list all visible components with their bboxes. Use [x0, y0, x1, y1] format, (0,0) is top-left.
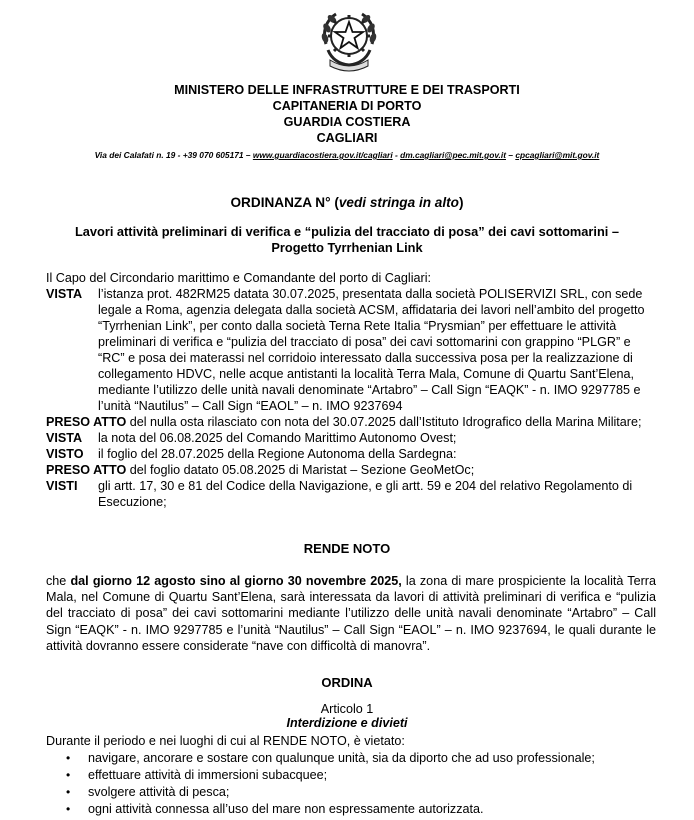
subject-line-1: Lavori attività preliminari di verifica e “pulizia del tracciato di posa” dei cavi sottomarini – [74, 224, 620, 239]
rende-noto-heading: RENDE NOTO [303, 541, 391, 556]
visti-text [98, 478, 656, 510]
preso-atto-text: del foglio datato 05.08.2025 di Maristat – Sezione GeoMetOc; [126, 463, 475, 477]
ordinanza-title [0, 194, 694, 212]
article-intro: Durante il periodo e nei luoghi di cui al RENDE NOTO, è vietato: [46, 734, 405, 748]
vista-block-1 [46, 286, 656, 414]
vista-line: mediante l’utilizzo delle unità navali denominate “Artabro” – Call Sign “EAQK” - n. IMO 9297785 e [98, 383, 641, 397]
vista-line: collegamento HDVC, nelle acque antistanti la località Terra Mala, Comune di Quartu Sant’Elena, [98, 367, 634, 381]
vista-text: la nota del 06.08.2025 del Comando Marittimo Autonomo Ovest; [98, 431, 457, 445]
subject-heading [40, 224, 654, 256]
preso-atto-label: PRESO ATTO [46, 415, 127, 429]
subject-line-2: Progetto Tyrrhenian Link [271, 240, 423, 255]
ministry-name: MINISTERO DELLE INFRASTRUTTURE E DEI TRASPORTI [174, 83, 520, 97]
vista-line: “RC” e posa dei materassi nel corridoio interessato dalla successiva posa per la realizzazione di [98, 351, 633, 365]
corps-name: GUARDIA COSTIERA [283, 115, 411, 129]
vista-block-2 [46, 430, 656, 446]
visti-label: VISTI [46, 479, 78, 493]
vista-line: l’istanza prot. 482RM25 datata 30.07.2025, presentata dalla società POLISERVIZI SRL, con sede [98, 287, 643, 301]
rende-noto-text: la zona di mare prospiciente la località Terra Mala, nel Comune di Quartu Sant’Elena, sarà interessata da lavori di attività preliminari di verifica e “pulizia del tracciato di posa” dei cavi sottomarini mediante l’utilizzo delle unità navali denominate “Artabro” – Call Sign “EAQK” - n. IMO 9297785 e l’unità “Nautilus” – Call Sign “EAOL” – n. IMO 9237694, le quali durante le attività dovranno essere considerate “nave con difficoltà di manovra”. [46, 574, 656, 653]
city-name: CAGLIARI [316, 131, 378, 145]
preso-atto-line-1 [46, 414, 656, 430]
preso-atto-text: del nulla osta rilasciato con nota del 30.07.2025 dall’Istituto Idrografico della Marina Militare; [126, 415, 642, 429]
prohibitions-list [62, 750, 595, 818]
preso-atto-line-2 [46, 462, 656, 478]
vista-line: l’unità “Nautilus” – Call Sign “EAOL” – n. IMO 9237694 [98, 399, 403, 413]
visti-line: Esecuzione; [98, 495, 167, 509]
preso-atto-label: PRESO ATTO [46, 463, 127, 477]
vista-text [98, 286, 656, 414]
website-link[interactable]: www.guardiacostiera.gov.it/cagliari [252, 150, 393, 160]
vista-line: “Tyrrhenian Link”, per conto dalla società Terna Rete Italia “Prysmian” per effettuare le attività [98, 319, 617, 333]
address-text: Via dei Calafati n. 19 - +39 070 605171 – [94, 150, 253, 160]
vista-label: VISTA [46, 431, 83, 445]
contact-line [0, 149, 694, 161]
rende-noto-intro: che [46, 574, 71, 588]
visto-label: VISTO [46, 447, 84, 461]
list-item: • effettuare attività di immersioni subacquee; [62, 767, 595, 784]
ordina-heading: ORDINA [321, 675, 373, 690]
premises-section [46, 270, 656, 510]
list-item: • svolgere attività di pesca; [62, 784, 595, 801]
visti-line: gli artt. 17, 30 e 81 del Codice della Navigazione, e gli artt. 59 e 204 del relativo Regolamento di [98, 479, 633, 493]
ordinanza-label: ORDINANZA N° ( [230, 195, 339, 210]
office-name: CAPITANERIA DI PORTO [272, 99, 422, 113]
separator: - [392, 150, 401, 160]
rende-noto-paragraph [46, 573, 656, 654]
authority-line: Il Capo del Circondario marittimo e Comandante del porto di Cagliari: [46, 271, 431, 285]
vista-line: preliminari di verifica e “pulizia del tracciato di posa” dei cavi sottomarini con grappino “PLGR” e [98, 335, 631, 349]
italian-republic-emblem-icon [316, 4, 382, 74]
list-item: • navigare, ancorare e sostare con qualunque unità, sia da diporto che ad uso professionale; [62, 750, 595, 767]
separator: – [506, 150, 516, 160]
list-item: • ogni attività connessa all’uso del mare non espressamente autorizzata. [62, 801, 595, 818]
article-subtitle: Interdizione e divieti [286, 716, 408, 730]
pec-link[interactable]: dm.cagliari@pec.mit.gov.it [400, 150, 506, 160]
vista-label: VISTA [46, 287, 83, 301]
email-link[interactable]: cpcagliari@mit.gov.it [515, 150, 600, 160]
letterhead [0, 82, 694, 146]
ordinanza-note: vedi stringa in alto [338, 195, 459, 210]
article-title: Articolo 1 [320, 702, 374, 716]
vista-line: legale a Roma, agenzia delegata dalla società ACSM, affidataria dei lavori nell’ambito del progetto [98, 303, 645, 317]
visto-text: il foglio del 28.07.2025 della Regione Autonoma della Sardegna: [98, 447, 457, 461]
visti-block [46, 478, 656, 510]
visto-block [46, 446, 656, 462]
ordinanza-close: ) [458, 195, 464, 210]
rende-noto-dates: dal giorno 12 agosto sino al giorno 30 novembre 2025, [70, 574, 402, 588]
